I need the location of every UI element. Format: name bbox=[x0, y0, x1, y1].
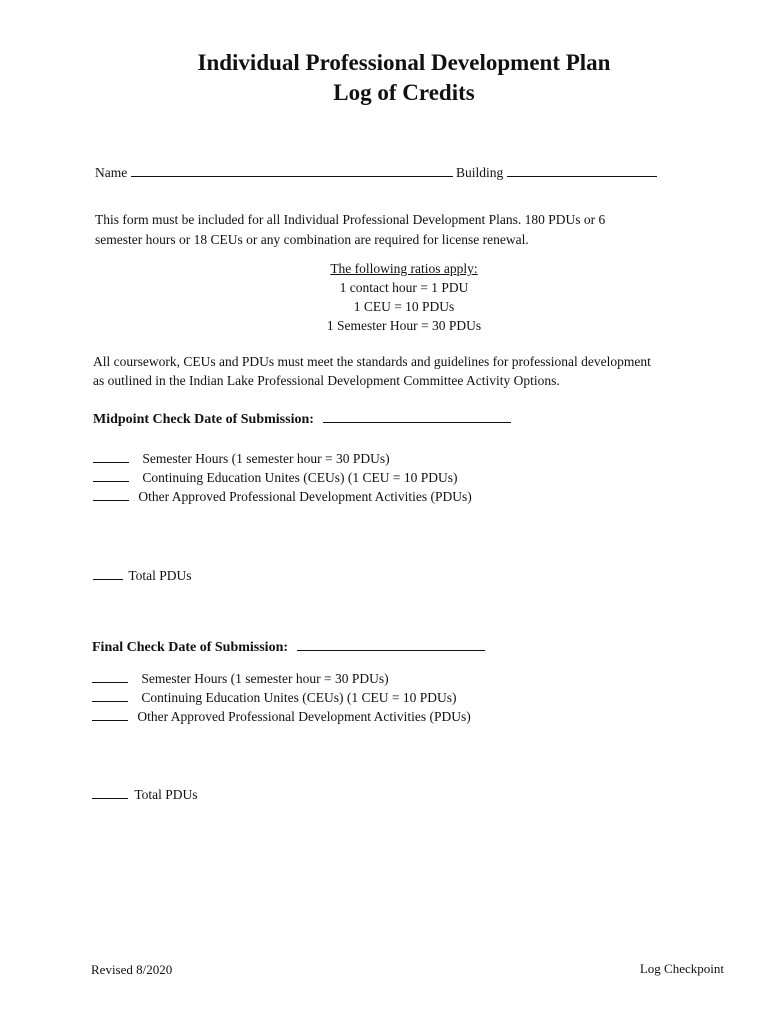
final-heading: Final Check Date of Submission: bbox=[92, 640, 289, 655]
final-total-row bbox=[92, 785, 198, 805]
final-item-blank[interactable] bbox=[92, 670, 128, 683]
name-blank[interactable] bbox=[131, 164, 453, 177]
building-label: Building bbox=[455, 165, 504, 180]
midpoint-heading-row bbox=[93, 409, 511, 430]
midpoint-total-label: Total PDUs bbox=[128, 568, 192, 583]
final-date-blank[interactable] bbox=[297, 638, 485, 651]
midpoint-item-label: Semester Hours (1 semester hour = 30 PDUs) bbox=[142, 451, 390, 466]
final-total-label: Total PDUs bbox=[134, 787, 198, 802]
name-field bbox=[95, 163, 657, 183]
standards-line-1: All coursework, CEUs and PDUs must meet the standards and guidelines for professional development bbox=[93, 354, 651, 369]
midpoint-item-row bbox=[93, 468, 457, 488]
standards-line-2: as outlined in the Indian Lake Professional Development Committee Activity Options. bbox=[93, 373, 560, 388]
midpoint-item-blank[interactable] bbox=[93, 469, 129, 482]
midpoint-item-blank[interactable] bbox=[93, 450, 129, 463]
final-item-row bbox=[92, 707, 471, 727]
footer-revised: Revised 8/2020 bbox=[91, 962, 173, 977]
midpoint-date-blank[interactable] bbox=[323, 410, 511, 423]
ratios-heading: The following ratios apply: bbox=[330, 261, 478, 276]
final-item-blank[interactable] bbox=[92, 708, 128, 721]
midpoint-item-row bbox=[93, 449, 390, 469]
midpoint-item-blank[interactable] bbox=[93, 488, 129, 501]
footer-log-checkpoint: Log Checkpoint bbox=[639, 961, 724, 976]
title-line-1: Individual Professional Development Plan bbox=[197, 50, 611, 75]
ratio-item: 1 CEU = 10 PDUs bbox=[353, 299, 455, 314]
title-line-2: Log of Credits bbox=[333, 80, 475, 105]
ratio-item: 1 Semester Hour = 30 PDUs bbox=[326, 318, 482, 333]
intro-line-2: semester hours or 18 CEUs or any combination are required for license renewal. bbox=[95, 232, 529, 247]
midpoint-item-label: Other Approved Professional Development Activities (PDUs) bbox=[138, 489, 472, 504]
midpoint-heading: Midpoint Check Date of Submission: bbox=[93, 412, 314, 427]
final-item-row bbox=[92, 688, 456, 708]
final-item-blank[interactable] bbox=[92, 689, 128, 702]
final-heading-row bbox=[92, 637, 485, 658]
midpoint-item-label: Continuing Education Unites (CEUs) (1 CEU = 10 PDUs) bbox=[142, 470, 458, 485]
intro-line-1: This form must be included for all Individual Professional Development Plans. 180 PDUs or 6 bbox=[95, 212, 606, 227]
midpoint-item-row bbox=[93, 487, 472, 507]
final-item-row bbox=[92, 669, 389, 689]
name-label: Name bbox=[95, 165, 128, 180]
building-blank[interactable] bbox=[507, 164, 657, 177]
final-total-blank[interactable] bbox=[92, 786, 128, 799]
final-item-label: Continuing Education Unites (CEUs) (1 CEU = 10 PDUs) bbox=[141, 690, 457, 705]
ratio-item: 1 contact hour = 1 PDU bbox=[339, 280, 469, 295]
final-item-label: Other Approved Professional Development Activities (PDUs) bbox=[137, 709, 471, 724]
final-item-label: Semester Hours (1 semester hour = 30 PDUs) bbox=[141, 671, 389, 686]
midpoint-total-row bbox=[93, 566, 192, 586]
midpoint-total-blank[interactable] bbox=[93, 567, 123, 580]
